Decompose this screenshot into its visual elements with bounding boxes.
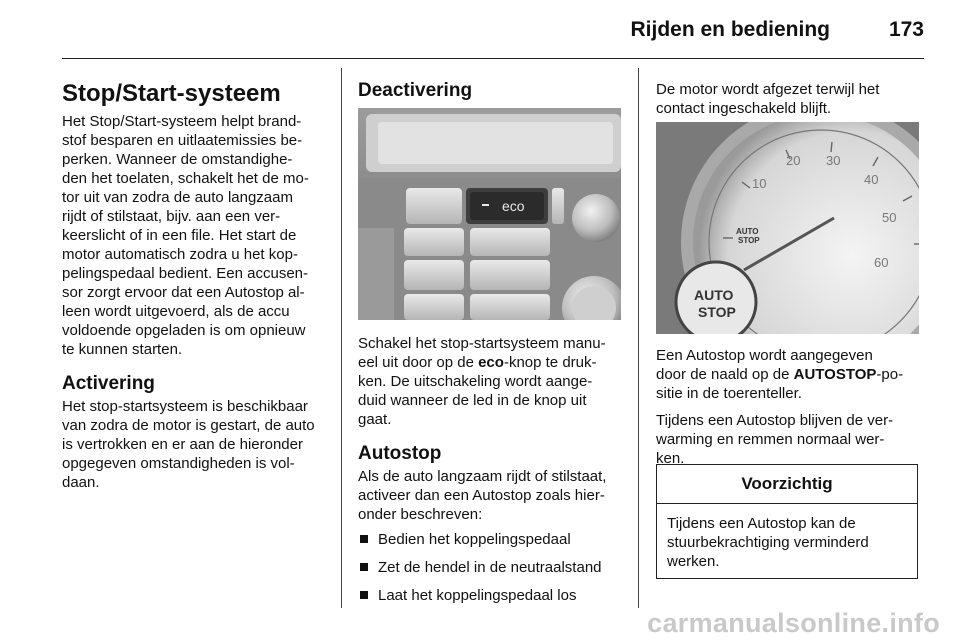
text-line: motor automatisch zodra u het kop- xyxy=(62,246,298,263)
list-item xyxy=(358,530,633,549)
text-line: werken. xyxy=(667,553,720,570)
column-3-text xyxy=(656,346,931,476)
console-photo xyxy=(358,108,621,320)
header-rule xyxy=(62,58,924,59)
bullet-icon xyxy=(360,591,368,599)
text-line: contact ingeschakeld blijft. xyxy=(656,100,832,117)
text-line: Als de auto langzaam rijdt of stilstaat, xyxy=(358,468,607,485)
heading-activering: Activering xyxy=(62,373,155,394)
text-line: te kunnen starten. xyxy=(62,341,183,358)
column-2-text xyxy=(358,334,633,614)
section-title: Rijden en bediening xyxy=(630,18,830,41)
text-line: is vertrokken en er aan de hieronder xyxy=(62,436,303,453)
tick-label-30: 30 xyxy=(826,153,841,168)
tachometer-icon xyxy=(656,122,919,334)
tick-label-20: 20 xyxy=(786,153,801,168)
autostop-paragraph xyxy=(358,467,633,524)
autostop-large-line1: AUTO xyxy=(694,287,734,303)
tick-label-60: 60 xyxy=(874,255,889,270)
text-line: voldoende opgeladen is om opnieuw xyxy=(62,322,306,339)
caution-box xyxy=(656,464,918,579)
motor-paragraph xyxy=(656,80,926,118)
column-1 xyxy=(62,80,332,500)
eco-label: eco xyxy=(478,354,504,371)
text-line: van zodra de motor is gestart, de auto xyxy=(62,417,315,434)
text-line: daan. xyxy=(62,474,100,491)
heading-deactivering: Deactivering xyxy=(358,80,473,101)
activering-paragraph xyxy=(62,397,332,492)
list-item-text: Bedien het koppelingspedaal xyxy=(378,531,571,548)
text-line: Tijdens een Autostop kan de xyxy=(667,515,856,532)
heading-autostop: Autostop xyxy=(358,443,442,464)
text-line: eel uit door op de xyxy=(358,354,479,371)
heating-paragraph xyxy=(656,411,931,468)
text-line: Schakel het stop-startsysteem manu- xyxy=(358,335,606,352)
autostop-small-line2: STOP xyxy=(738,236,760,245)
text-line: door de naald op de xyxy=(656,366,794,383)
text-line: ken. xyxy=(656,450,685,467)
text-line: -knop te druk- xyxy=(503,354,597,371)
text-line: Een Autostop wordt aangegeven xyxy=(656,347,873,364)
tick-label-50: 50 xyxy=(882,210,897,225)
watermark: carmanualsonline.info xyxy=(647,608,940,638)
tick-label-10: 10 xyxy=(752,176,767,191)
autostop-term: AUTOSTOP xyxy=(793,366,877,383)
text-line: sor zorgt ervoor dat een Autostop al- xyxy=(62,284,305,301)
text-line: -po- xyxy=(876,366,904,383)
text-line: warming en remmen normaal wer- xyxy=(656,431,885,448)
column-divider xyxy=(638,68,639,608)
bullet-icon xyxy=(360,535,368,543)
text-line: Het stop-startsysteem is beschikbaar xyxy=(62,398,308,415)
text-line: activeer dan een Autostop zoals hier- xyxy=(358,487,605,504)
heading-stop-start: Stop/Start-systeem xyxy=(62,80,281,107)
text-line: sitie in de toerenteller. xyxy=(656,385,802,402)
autostop-indicator-paragraph xyxy=(656,346,931,403)
text-line: keerslicht of in een file. Het start de xyxy=(62,227,297,244)
text-line: Tijdens een Autostop blijven de ver- xyxy=(656,412,894,429)
bullet-icon xyxy=(360,563,368,571)
text-line: stof besparen en uitlaatemissies be- xyxy=(62,132,303,149)
text-line: opgegeven omstandigheden is vol- xyxy=(62,455,295,472)
list-item xyxy=(358,558,633,577)
column-2 xyxy=(358,80,633,104)
column-divider xyxy=(341,68,342,608)
text-line: pelingspedaal bedient. Een accusen- xyxy=(62,265,309,282)
tachometer-photo xyxy=(656,122,919,334)
text-line: duid wanneer de led in de knop uit xyxy=(358,392,587,409)
list-item-text: Zet de hendel in de neutraalstand xyxy=(378,559,602,576)
text-line: stuurbekrachtiging verminderd xyxy=(667,534,869,551)
deactivering-paragraph xyxy=(358,334,633,429)
page-number: 173 xyxy=(888,18,924,41)
text-line: leen wordt uitgevoerd, als de accu xyxy=(62,303,290,320)
text-line: De motor wordt afgezet terwijl het xyxy=(656,81,880,98)
intro-paragraph xyxy=(62,112,332,359)
text-line: onder beschreven: xyxy=(358,506,483,523)
tick-label-40: 40 xyxy=(864,172,879,187)
page-header xyxy=(0,18,924,48)
list-item-text: Laat het koppelingspedaal los xyxy=(378,587,577,604)
caution-text xyxy=(657,504,917,581)
text-line: Het Stop/Start-systeem helpt brand- xyxy=(62,113,302,130)
autostop-steps xyxy=(358,530,633,605)
text-line: perken. Wanneer de omstandighe- xyxy=(62,151,293,168)
caution-title: Voorzichtig xyxy=(657,465,917,504)
text-line: gaat. xyxy=(358,411,392,428)
text-line: ken. De uitschakeling wordt aange- xyxy=(358,373,593,390)
eco-button-icon: eco xyxy=(502,198,525,214)
text-line: den het toelaten, schakelt het de mo- xyxy=(62,170,309,187)
column-3 xyxy=(656,80,926,126)
autostop-small-line1: AUTO xyxy=(736,227,759,236)
text-line: rijdt of stilstaat, bijv. aan een ver- xyxy=(62,208,281,225)
text-line: tor uit van zodra de auto langzaam xyxy=(62,189,293,206)
autostop-large-line2: STOP xyxy=(698,304,736,320)
list-item xyxy=(358,586,633,605)
